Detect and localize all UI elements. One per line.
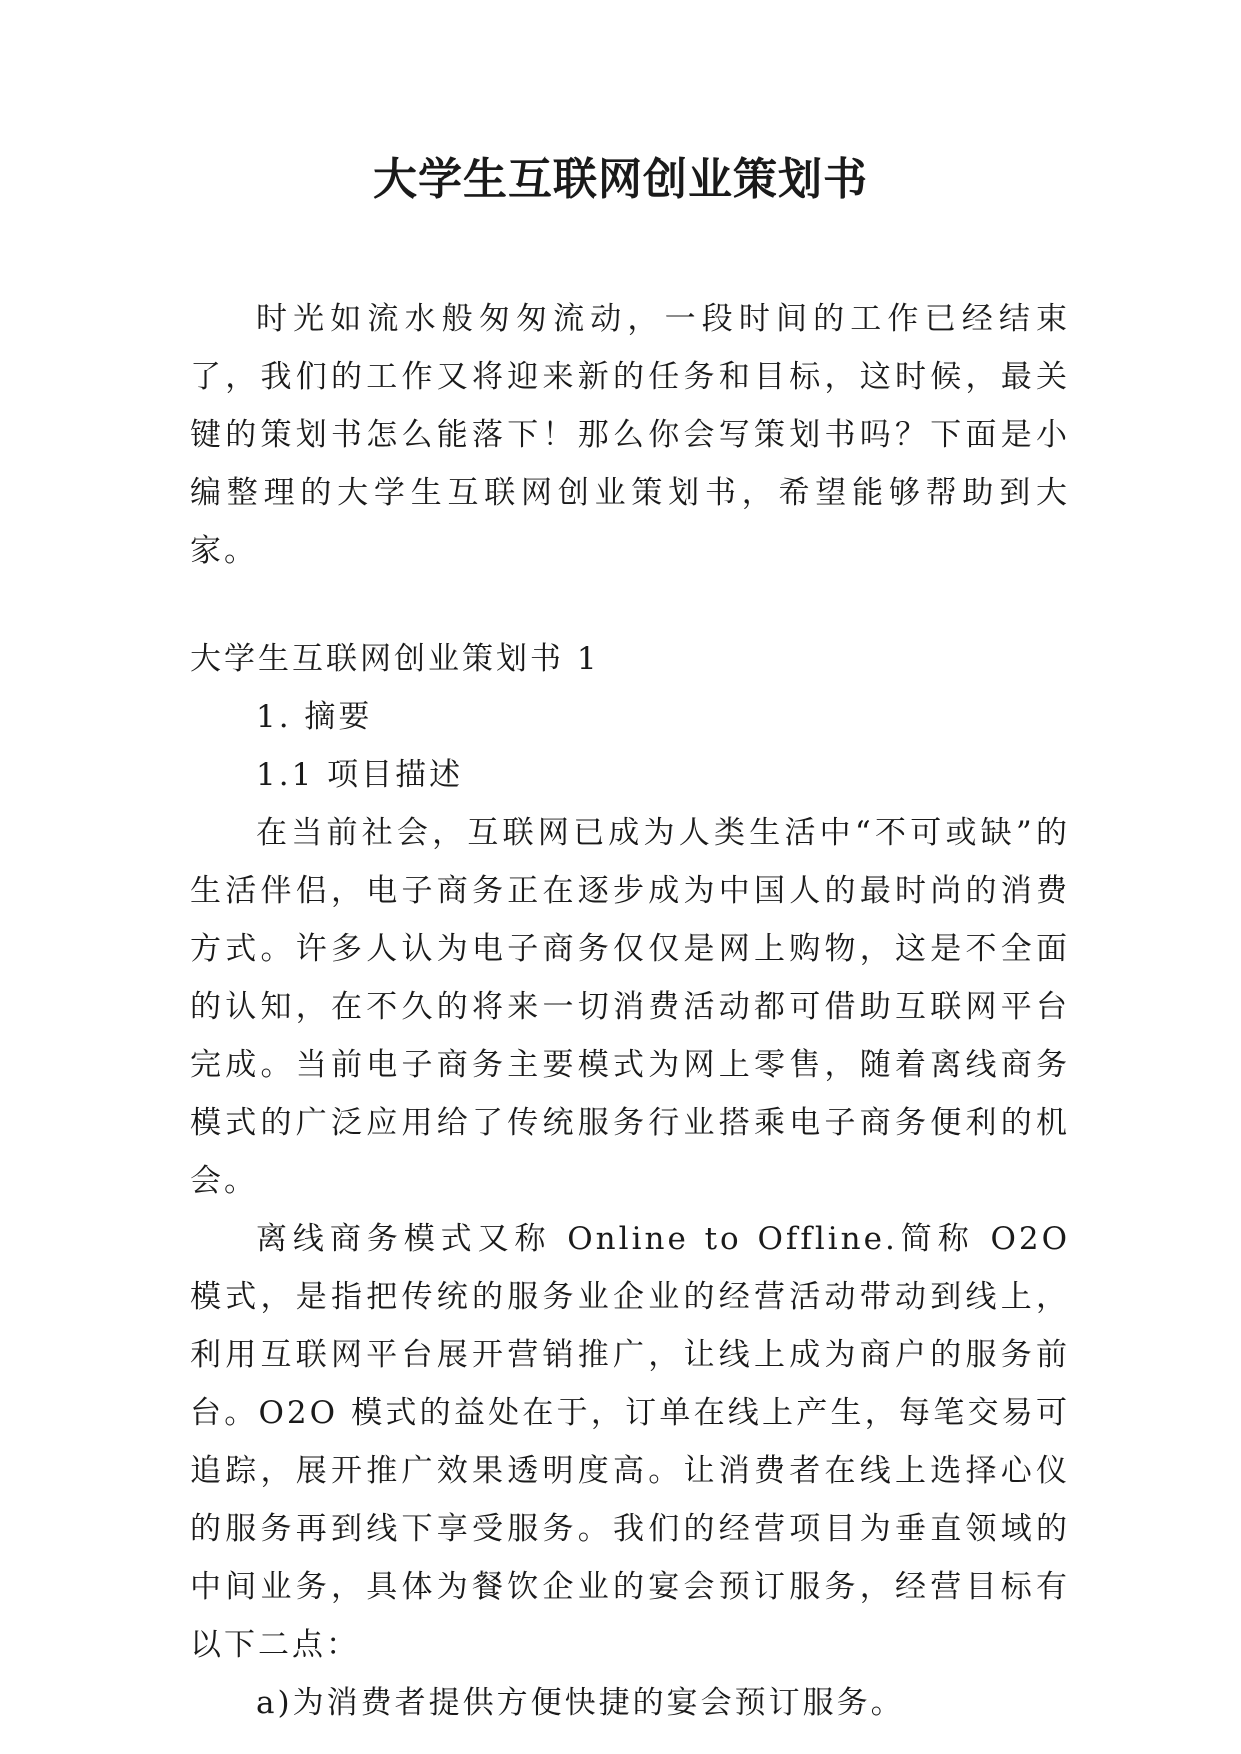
body-paragraph-1: 在当前社会，互联网已成为人类生活中“不可或缺”的生活伴侣，电子商务正在逐步成为中国人的最时尚的消费方式。许多人认为电子商务仅仅是网上购物，这是不全面的认知，在不久的将来一切消费活动都可借助互联网平台完成。当前电子商务主要模式为网上零售，随着离线商务模式的广泛应用给了传统服务行业搭乘电子商务便利的机会。 (190, 815, 1070, 1199)
list-item-a: a)为消费者提供方便快捷的宴会预订服务。 (256, 1685, 905, 1721)
body-paragraph-2: 离线商务模式又称 Online to Offline.简称 O2O 模式，是指把传统的服务业企业的经营活动带动到线上，利用互联网平台展开营销推广，让线上成为商户的服务前台。O2O 模式的益处在于，订单在线上产生，每笔交易可追踪，展开推广效果透明度高。让消费者在线上选择心仪的服务再到线下享受服务。我们的经营项目为垂直领域的中间业务，具体为餐饮企业的宴会预订服务，经营目标有以下二点： (190, 1221, 1070, 1663)
intro-paragraph: 时光如流水般匆匆流动，一段时间的工作已经结束了，我们的工作又将迎来新的任务和目标，这时候，最关键的策划书怎么能落下！那么你会写策划书吗？下面是小编整理的大学生互联网创业策划书，希望能够帮助到大家。 (190, 301, 1070, 569)
section-heading: 大学生互联网创业策划书 1 (190, 641, 600, 677)
document-title: 大学生互联网创业策划书 (373, 154, 868, 205)
document-body (190, 290, 1070, 1732)
outline-item-project-description: 1.1 项目描述 (256, 757, 464, 793)
outline-item-summary: 1. 摘要 (256, 699, 373, 735)
